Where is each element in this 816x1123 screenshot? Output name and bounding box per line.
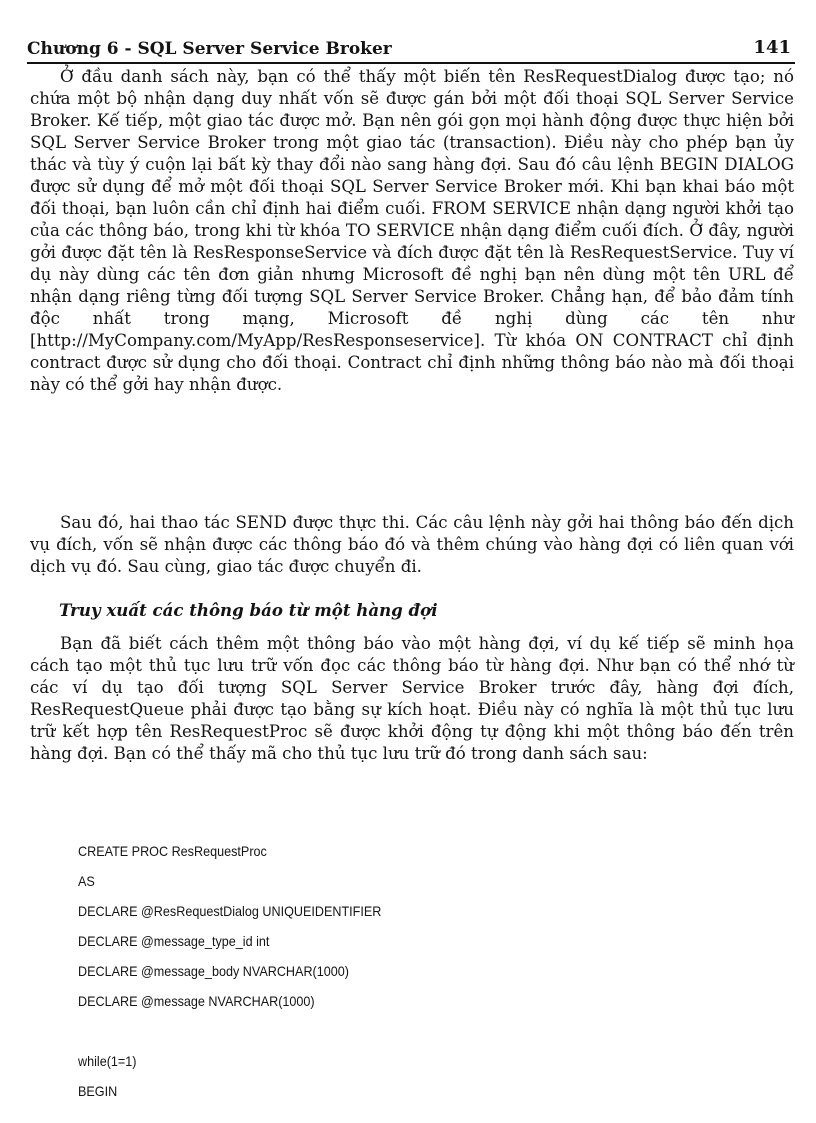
code-line: DECLARE @message_body NVARCHAR(1000) bbox=[78, 963, 349, 979]
section-heading: Truy xuất các thông báo từ một hàng đợi bbox=[59, 600, 438, 620]
page-number: 141 bbox=[753, 37, 791, 58]
code-line: DECLARE @message_type_id int bbox=[78, 933, 270, 949]
code-listing bbox=[78, 836, 381, 1106]
code-line: CREATE PROC ResRequestProc bbox=[78, 843, 267, 859]
code-line: DECLARE @ResRequestDialog UNIQUEIDENTIFIER bbox=[78, 903, 382, 919]
paragraph-dialog-explanation: Ở đầu danh sách này, bạn có thể thấy một biến tên ResRequestDialog được tạo; nó chứa một bộ nhận dạng duy nhất vốn sẽ được gán bởi một đối thoại SQL Server Service Broker. Kế tiếp, một giao tác được mở. Bạn nên gói gọn mọi hành động được thực hiện bởi SQL Server Service Broker trong một giao tác (transaction). Điều này cho phép bạn ủy thác và tùy ý cuộn lại bất kỳ thay đổi nào sang hàng đợi. Sau đó câu lệnh BEGIN DIALOG được sử dụng để mở một đối thoại SQL Server Service Broker mới. Khi bạn khai báo một đối thoại, bạn luôn cần chỉ định hai điểm cuối. FROM SERVICE nhận dạng người khởi tạo của các thông báo, trong khi từ khóa TO SERVICE nhận dạng điểm cuối đích. Ở đây, người gởi được đặt tên là ResResponseService và đích được đặt tên là ResRequestService. Tuy ví dụ này dùng các tên đơn giản nhưng Microsoft đề nghị bạn nên dùng một tên URL để nhận dạng riêng từng đối tượng SQL Server Service Broker. Chẳng hạn, để bảo đảm tính độc nhất trong mạng, Microsoft đề nghị dùng các tên như [http://MyCompany.com/MyApp/ResResponseservice]. Từ khóa ON CONTRACT chỉ định contract được sử dụng cho đối thoại. Contract chỉ định những thông báo nào mà đối thoại này có thể gởi hay nhận được. bbox=[30, 67, 794, 394]
code-line-blank bbox=[78, 1016, 381, 1046]
code-line: BEGIN bbox=[78, 1083, 118, 1099]
chapter-title: Chương 6 - SQL Server Service Broker bbox=[27, 39, 392, 59]
page-header bbox=[27, 36, 795, 64]
code-line: while(1=1) bbox=[78, 1053, 137, 1069]
code-line: DECLARE @message NVARCHAR(1000) bbox=[78, 993, 315, 1009]
paragraph-send-operations: Sau đó, hai thao tác SEND được thực thi. Các câu lệnh này gởi hai thông báo đến dịch vụ đích, vốn sẽ nhận được các thông báo đó và thêm chúng vào hàng đợi có liên quan với dịch vụ đó. Sau cùng, giao tác được chuyển đi. bbox=[30, 513, 794, 576]
code-line: AS bbox=[78, 873, 95, 889]
paragraph-retrieve-messages: Bạn đã biết cách thêm một thông báo vào một hàng đợi, ví dụ kế tiếp sẽ minh họa cách tạo một thủ tục lưu trữ vốn đọc các thông báo từ hàng đợi. Như bạn có thể nhớ từ các ví dụ tạo đối tượng SQL Server Service Broker trước đây, hàng đợi đích, ResRequestQueue phải được tạo bằng sự kích hoạt. Điều này có nghĩa là một thủ tục lưu trữ kết hợp tên ResRequestProc sẽ được khởi động tự động khi một thông báo đến trên hàng đợi. Bạn có thể thấy mã cho thủ tục lưu trữ đó trong danh sách sau: bbox=[30, 634, 794, 763]
